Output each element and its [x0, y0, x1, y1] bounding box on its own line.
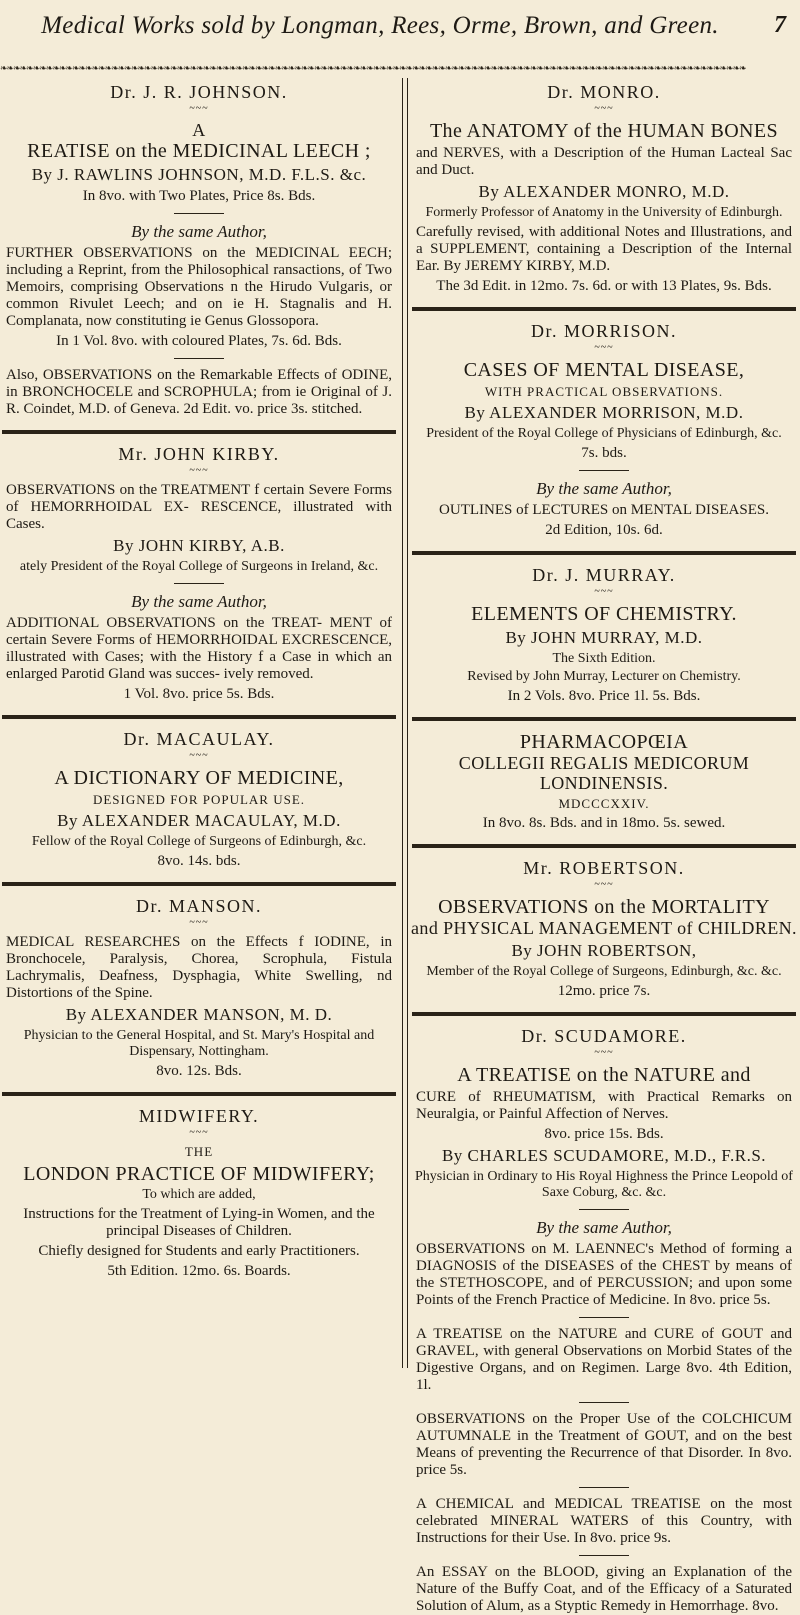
monro-section	[410, 82, 798, 295]
book-title: A DICTIONARY OF MEDICINE,	[54, 767, 344, 789]
book-title: OBSERVATIONS on the MORTALITY	[438, 896, 770, 918]
section-heading: Dr. MACAULAY.	[123, 729, 275, 749]
short-rule	[579, 1402, 629, 1403]
same-author-label: By the same Author,	[536, 479, 672, 498]
book-description: A TREATISE on the NATURE and CURE of GOUT and GRAVEL, with general Observations on Morbid States of the Digestive Organs, and on Regimen. Large 8vo. 4th Edition, 1l.	[416, 1326, 792, 1393]
author-description: President of the Royal College of Physicians of Edinburgh, &c.	[426, 426, 782, 441]
book-title-continued: COLLEGII REGALIS MEDICORUM LONDINENSIS.	[458, 753, 750, 793]
price-line: 2d Edition, 10s. 6d.	[545, 522, 663, 538]
johnson-section	[0, 82, 398, 418]
book-subtitle: WITH PRACTICAL OBSERVATIONS.	[484, 384, 724, 399]
author-description: Physician to the General Hospital, and St. Mary's Hospital and Dispensary, Nottingham.	[23, 1028, 375, 1059]
year-line: MDCCCXXIV.	[558, 796, 650, 811]
added-line: To which are added,	[142, 1187, 256, 1202]
author-line: By ALEXANDER MANSON, M. D.	[65, 1005, 333, 1024]
book-title: OBSERVATIONS on the TREATMENT f certain Severe Forms of HEMORRHOIDAL EX- RESCENCE, illustrated with Cases.	[6, 482, 392, 532]
section-heading: Dr. MORRISON.	[530, 321, 678, 341]
price-line: The 3d Edit. in 12mo. 7s. 6d. or with 13 Plates, 9s. Bds.	[436, 278, 772, 294]
section-heading: Dr. J. R. JOHNSON.	[110, 82, 288, 102]
scudamore-section	[410, 1026, 798, 1615]
book-description: Carefully revised, with additional Notes and Illustrations, and a SUPPLEMENT, containing a Description of the Internal Ear. By JEREMY KIRBY, M.D.	[416, 224, 792, 274]
book-title: OUTLINES of LECTURES on MENTAL DISEASES.	[439, 502, 769, 518]
article-word: THE	[184, 1144, 214, 1159]
short-rule	[579, 470, 629, 471]
section-rule	[2, 715, 396, 719]
author-description: ately President of the Royal College of Surgeons in Ireland, &c.	[19, 559, 379, 574]
right-column	[410, 78, 798, 1614]
book-description: FURTHER OBSERVATIONS on the MEDICINAL EECH; including a Reprint, from the Philosophical ransactions, of Two Memoirs, comprising Observations n the Hirudo Vulgaris, or common Rivulet Leech; and on ie H. Stagnalis and H. Complanata, now constituting ie Genus Glossopora.	[6, 245, 392, 329]
section-rule	[2, 430, 396, 434]
price-line: In 2 Vols. 8vo. Price 1l. 5s. Bds.	[507, 688, 701, 704]
book-title: ELEMENTS OF CHEMISTRY.	[471, 603, 737, 625]
same-author-label: By the same Author,	[536, 1218, 672, 1237]
author-line: By ALEXANDER MORRISON, M.D.	[464, 403, 744, 422]
section-rule	[412, 551, 796, 555]
book-title: A TREATISE on the NATURE and	[457, 1064, 751, 1086]
price-line: In 1 Vol. 8vo. with coloured Plates, 7s. 6d. Bds.	[56, 333, 342, 349]
book-title: CASES OF MENTAL DISEASE,	[463, 359, 745, 381]
ornamental-rule: ❧❧❧❧❧❧❧❧❧❧❧❧❧❧❧❧❧❧❧❧❧❧❧❧❧❧❧❧❧❧❧❧❧❧❧❧❧❧❧❧❧❧❧❧❧❧❧❧❧❧❧❧❧❧❧❧❧❧❧❧❧❧❧❧❧❧❧❧❧❧❧❧❧❧❧❧❧❧❧❧❧❧❧❧❧❧❧❧❧❧❧❧❧❧❧❧❧❧❧❧❧❧❧❧❧❧❧❧❧❧❧❧❧❧	[0, 63, 746, 73]
section-heading: Mr. JOHN KIRBY.	[118, 444, 280, 464]
section-heading: MIDWIFERY.	[138, 1106, 260, 1126]
edition-line: The Sixth Edition.	[552, 651, 656, 666]
book-title: The ANATOMY of the HUMAN BONES	[429, 120, 779, 142]
author-description: Member of the Royal College of Surgeons, Edinburgh, &c. &c.	[426, 964, 782, 979]
flourish-ornament: ~~~	[594, 586, 614, 597]
flourish-ornament: ~~~	[189, 917, 209, 928]
book-description: A CHEMICAL and MEDICAL TREATISE on the most celebrated MINERAL WATERS of this Country, with Instructions for their Use. In 8vo. price 9s.	[416, 1496, 792, 1546]
book-subtitle: DESIGNED FOR POPULAR USE.	[92, 792, 306, 807]
section-heading: Dr. MANSON.	[135, 896, 262, 916]
price-line: 12mo. price 7s.	[557, 983, 651, 999]
left-column	[0, 78, 398, 1366]
book-description: OBSERVATIONS on M. LAENNEC's Method of forming a DIAGNOSIS of the DISEASES of the CHEST by means of the STETHOSCOPE, and of PERCUSSION; and upon some Points of the French Practice of Medicine. In 8vo. price 5s.	[416, 1241, 792, 1308]
author-description: Fellow of the Royal College of Surgeons of Edinburgh, &c.	[31, 834, 367, 849]
section-heading: Dr. MONRO.	[547, 82, 661, 102]
short-rule	[579, 1317, 629, 1318]
page-number: 7	[774, 12, 786, 38]
flourish-ornament: ~~~	[189, 103, 209, 114]
short-rule	[174, 583, 224, 584]
flourish-ornament: ~~~	[189, 1127, 209, 1138]
price-line: 5th Edition. 12mo. 6s. Boards.	[107, 1263, 291, 1279]
book-description: An ESSAY on the BLOOD, giving an Explanation of the Nature of the Buffy Coat, and of the Efficacy of a Saturated Solution of Alum, as a Styptic Remedy in Hemorrhage. 8vo.	[416, 1564, 792, 1614]
book-title: REATISE on the MEDICINAL LEECH ;	[27, 140, 371, 162]
book-description: OBSERVATIONS on the Proper Use of the COLCHICUM AUTUMNALE in the Treatment of GOUT, and on the best Means of preventing the Recurrence of that Disorder. In 8vo. price 5s.	[416, 1411, 792, 1478]
author-description: Physician in Ordinary to His Royal Highness the Prince Leopold of Saxe Coburg, &c. &c.	[415, 1169, 793, 1200]
short-rule	[579, 1209, 629, 1210]
book-title-continued: and NERVES, with a Description of the Human Lacteal Sac and Duct.	[416, 145, 792, 178]
flourish-ornament: ~~~	[594, 103, 614, 114]
section-heading: Dr. SCUDAMORE.	[521, 1026, 687, 1046]
author-line: By J. RAWLINS JOHNSON, M.D. F.L.S. &c.	[31, 165, 367, 184]
book-title: PHARMACOPŒIA	[519, 731, 689, 753]
price-line: In 8vo. 8s. Bds. and in 18mo. 5s. sewed.	[482, 815, 726, 831]
flourish-ornament: ~~~	[594, 342, 614, 353]
author-line: By JOHN MURRAY, M.D.	[505, 628, 703, 647]
article-letter: A	[192, 120, 206, 140]
morrison-section	[410, 321, 798, 539]
section-heading: Mr. ROBERTSON.	[523, 858, 685, 878]
author-line: By JOHN ROBERTSON,	[511, 941, 697, 960]
section-rule	[412, 307, 796, 311]
macaulay-section	[0, 729, 398, 870]
flourish-ornament: ~~~	[594, 879, 614, 890]
revised-line: Revised by John Murray, Lecturer on Chemistry.	[467, 669, 741, 684]
midwifery-section	[0, 1106, 398, 1280]
pharmacopoeia-section	[410, 731, 798, 832]
same-author-label: By the same Author,	[131, 222, 267, 241]
price-line: 8vo. price 15s. Bds.	[544, 1126, 664, 1142]
section-rule	[412, 844, 796, 848]
book-title-continued: CURE of RHEUMATISM, with Practical Remarks on Neuralgia, or Painful Affection of Nerves.	[416, 1089, 792, 1122]
book-title: MEDICAL RESEARCHES on the Effects f IODINE, in Bronchocele, Paralysis, Chorea, Scrophula, Fistula Lachrymalis, Deafness, Dysphagia, White Swelling, nd Distortions of the Spine.	[6, 934, 392, 1001]
flourish-ornament: ~~~	[189, 465, 209, 476]
section-heading: Dr. J. MURRAY.	[532, 565, 676, 585]
book-title-continued: and PHYSICAL MANAGEMENT of CHILDREN.	[411, 918, 797, 938]
price-line: 1 Vol. 8vo. price 5s. Bds.	[123, 686, 275, 702]
price-line: 8vo. 12s. Bds.	[156, 1063, 242, 1079]
flourish-ornament: ~~~	[594, 1047, 614, 1058]
audience-line: Chiefly designed for Students and early Practitioners.	[38, 1243, 360, 1259]
author-line: By ALEXANDER MACAULAY, M.D.	[57, 811, 341, 830]
author-line: By CHARLES SCUDAMORE, M.D., F.R.S.	[441, 1146, 767, 1165]
column-divider	[402, 78, 408, 1368]
price-line: 8vo. 14s. bds.	[157, 853, 241, 869]
price-line: In 8vo. with Two Plates, Price 8s. Bds.	[82, 188, 316, 204]
section-rule	[2, 1092, 396, 1096]
short-rule	[174, 213, 224, 214]
manson-section	[0, 896, 398, 1080]
short-rule	[579, 1487, 629, 1488]
short-rule	[174, 358, 224, 359]
book-description: Instructions for the Treatment of Lying-in Women, and the principal Diseases of Children.	[23, 1206, 375, 1239]
short-rule	[579, 1555, 629, 1556]
page-header	[0, 0, 800, 80]
flourish-ornament: ~~~	[189, 750, 209, 761]
robertson-section	[410, 858, 798, 1000]
author-line: By JOHN KIRBY, A.B.	[113, 536, 285, 555]
section-rule	[2, 882, 396, 886]
running-title: Medical Works sold by Longman, Rees, Orme, Brown, and Green.	[41, 12, 719, 39]
book-title: LONDON PRACTICE OF MIDWIFERY;	[23, 1163, 375, 1185]
book-description: Also, OBSERVATIONS on the Remarkable Effects of ODINE, in BRONCHOCELE and SCROPHULA; from ie Original of J. R. Coindet, M.D. of Geneva. 2d Edit. vo. price 3s. stitched.	[6, 367, 392, 417]
section-rule	[412, 1012, 796, 1016]
author-line: By ALEXANDER MONRO, M.D.	[478, 182, 730, 201]
kirby-section	[0, 444, 398, 703]
murray-section	[410, 565, 798, 705]
section-rule	[412, 717, 796, 721]
same-author-label: By the same Author,	[131, 592, 267, 611]
book-description: ADDITIONAL OBSERVATIONS on the TREAT- MENT of certain Severe Forms of HEMORRHOIDAL EXCRESCENCE, illustrated with Cases; with the History f a Case in which an enlarged Parotid Gland was succes- ively removed.	[6, 615, 392, 682]
price-line: 7s. bds.	[581, 445, 627, 461]
author-description: Formerly Professor of Anatomy in the University of Edinburgh.	[425, 205, 783, 220]
